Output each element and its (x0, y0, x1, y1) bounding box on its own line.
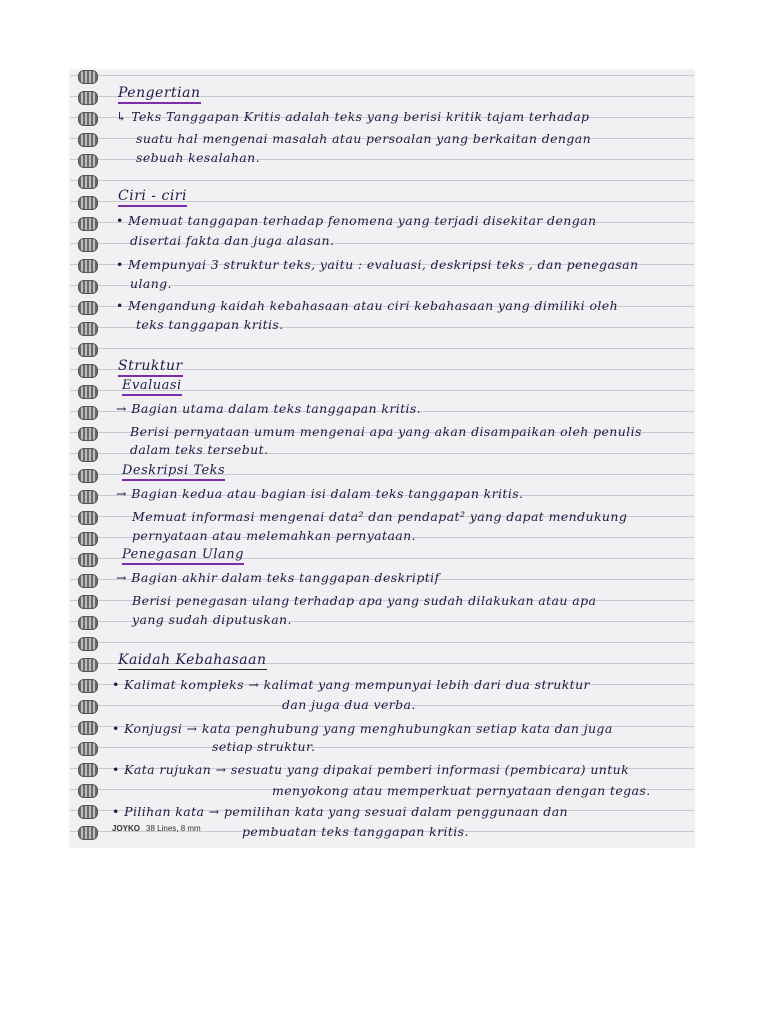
binding-hole (78, 721, 98, 735)
deskripsi-line-3: pernyataan atau melemahkan pernyataan. (132, 528, 416, 543)
section-title-pengertian: Pengertian (118, 85, 201, 101)
subsection-title-deskripsi: Deskripsi Teks (122, 463, 225, 478)
binding-hole (78, 406, 98, 420)
binding-hole (78, 448, 98, 462)
ciri-line-4: ulang. (130, 276, 172, 291)
section-title-kaidah: Kaidah Kebahasaan (118, 652, 267, 668)
evaluasi-line-1: → Bagian utama dalam teks tanggapan kritis. (116, 401, 422, 416)
binding-hole (78, 322, 98, 336)
binding-hole (78, 595, 98, 609)
kaidah-line-3: • Konjugsi → kata penghubung yang menghubungkan setiap kata dan juga (112, 721, 613, 736)
ciri-line-5: • Mengandung kaidah kebahasaan atau ciri kebahasaan yang dimiliki oleh (116, 298, 619, 313)
evaluasi-line-3: dalam teks tersebut. (130, 442, 269, 457)
pengertian-line-1: ↳ Teks Tanggapan Kritis adalah teks yang berisi kritik tajam terhadap (116, 109, 590, 124)
ciri-line-1: • Memuat tanggapan terhadap fenomena yang terjadi disekitar dengan (116, 213, 597, 228)
binding-hole (78, 385, 98, 399)
binding-hole (78, 616, 98, 630)
kaidah-line-5: • Kata rujukan → sesuatu yang dipakai pemberi informasi (pembicara) untuk (112, 762, 630, 777)
binding-hole (78, 154, 98, 168)
kaidah-line-7: • Pilihan kata → pemilihan kata yang sesuai dalam penggunaan dan (112, 804, 569, 819)
binding-hole (78, 511, 98, 525)
notebook-page (70, 70, 694, 847)
binding-hole (78, 469, 98, 483)
kaidah-line-1: • Kalimat kompleks → kalimat yang mempunyai lebih dari dua struktur (112, 677, 590, 692)
penegasan-line-3: yang sudah diputuskan. (132, 612, 292, 627)
binding-hole (78, 532, 98, 546)
kaidah-line-4: setiap struktur. (212, 739, 316, 754)
binding-hole (78, 826, 98, 840)
ciri-line-6: teks tanggapan kritis. (136, 317, 284, 332)
binding-hole (78, 553, 98, 567)
kaidah-line-8: pembuatan teks tanggapan kritis. (242, 824, 469, 839)
section-title-struktur: Struktur (118, 358, 183, 374)
binding-hole (78, 280, 98, 294)
binding-hole (78, 784, 98, 798)
binding-hole (78, 490, 98, 504)
pengertian-line-2: suatu hal mengenai masalah atau persoalan yang berkaitan dengan (136, 131, 592, 146)
penegasan-line-1: → Bagian akhir dalam teks tanggapan deskriptif (116, 570, 440, 585)
subsection-title-penegasan: Penegasan Ulang (122, 547, 244, 562)
pengertian-line-3: sebuah kesalahan. (136, 150, 260, 165)
notebook-brand: JOYKO 38 Lines, 8 mm (112, 824, 201, 833)
binding-hole (78, 133, 98, 147)
binding-hole (78, 112, 98, 126)
binding-hole (78, 763, 98, 777)
binding-hole (78, 427, 98, 441)
binding-hole (78, 175, 98, 189)
binding-hole (78, 301, 98, 315)
kaidah-line-6: menyokong atau memperkuat pernyataan dengan tegas. (272, 783, 651, 798)
binding-hole (78, 217, 98, 231)
binding-hole (78, 742, 98, 756)
binding-hole (78, 238, 98, 252)
penegasan-line-2: Berisi penegasan ulang terhadap apa yang sudah dilakukan atau apa (132, 593, 597, 608)
binding-hole (78, 637, 98, 651)
binding-hole (78, 700, 98, 714)
ciri-line-3: • Mempunyai 3 struktur teks, yaitu : evaluasi, deskripsi teks , dan penegasan (116, 257, 639, 272)
kaidah-line-2: dan juga dua verba. (282, 697, 416, 712)
spiral-binding (78, 70, 98, 847)
binding-hole (78, 364, 98, 378)
section-title-ciri: Ciri - ciri (118, 188, 187, 204)
evaluasi-line-2: Berisi pernyataan umum mengenai apa yang akan disampaikan oleh penulis (130, 424, 642, 439)
binding-hole (78, 805, 98, 819)
binding-hole (78, 679, 98, 693)
binding-hole (78, 259, 98, 273)
binding-hole (78, 574, 98, 588)
deskripsi-line-1: → Bagian kedua atau bagian isi dalam teks tanggapan kritis. (116, 486, 524, 501)
deskripsi-line-2: Memuat informasi mengenai data² dan pendapat² yang dapat mendukung (132, 509, 628, 524)
subsection-title-evaluasi: Evaluasi (122, 378, 182, 393)
binding-hole (78, 658, 98, 672)
binding-hole (78, 343, 98, 357)
binding-hole (78, 196, 98, 210)
binding-hole (78, 91, 98, 105)
ciri-line-2: disertai fakta dan juga alasan. (130, 233, 335, 248)
binding-hole (78, 70, 98, 84)
